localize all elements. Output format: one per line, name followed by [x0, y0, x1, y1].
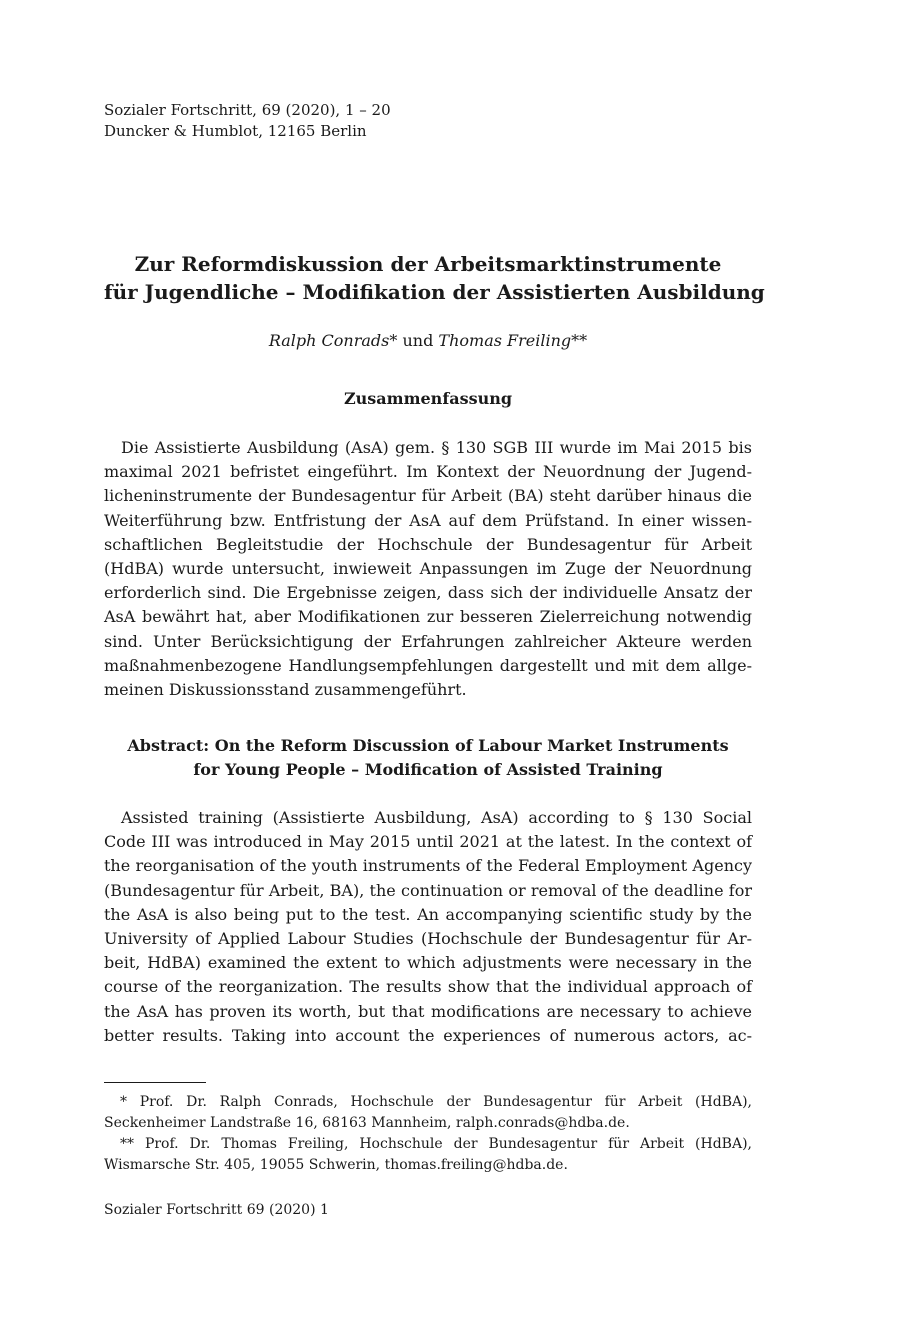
abstract-line: better results. Taking into account the experiences of numerous actors, ac-: [104, 1025, 752, 1045]
summary-line: meinen Diskussionsstand zusammengeführt.: [104, 680, 467, 700]
summary-line: maßnahmenbezogene Handlungsempfehlungen dargestellt und mit dem allge-: [104, 655, 752, 675]
abstract-heading: [104, 734, 752, 782]
author-connector: und: [402, 331, 439, 350]
abstract-heading-line-1: Abstract: On the Reform Discussion of Labour Market Instruments: [127, 736, 729, 755]
summary-line: Die Assistierte Ausbildung (AsA) gem. § 130 SGB III wurde im Mai 2015 bis: [121, 438, 752, 457]
publisher-line: Duncker & Humblot, 12165 Berlin: [104, 122, 367, 140]
paper-title: [104, 250, 765, 306]
summary-line: (HdBA) wurde untersucht, inwieweit Anpassungen im Zuge der Neuordnung: [104, 559, 752, 579]
abstract-line: the AsA has proven its worth, but that modifications are necessary to achieve: [104, 1001, 752, 1021]
summary-line: erforderlich sind. Die Ergebnisse zeigen, dass sich der individuelle Ansatz der: [104, 583, 752, 603]
journal-citation: Sozialer Fortschritt, 69 (2020), 1 – 20: [104, 101, 391, 119]
summary-line: Weiterführung bzw. Entfristung der AsA auf dem Prüfstand. In einer wissen-: [104, 510, 752, 530]
abstract-line: course of the reorganization. The results show that the individual approach of: [104, 977, 752, 997]
summary-heading: Zusammenfassung: [343, 389, 513, 408]
abstract-line: beit, HdBA) examined the extent to which adjustments were necessary in the: [104, 953, 752, 973]
abstract-line: Code III was introduced in May 2015 until 2021 at the latest. In the context of: [104, 832, 752, 852]
footnote-2-line-2: Wismarsche Str. 405, 19055 Schwerin, thomas.freiling@hdba.de.: [104, 1157, 568, 1173]
journal-header: [104, 100, 391, 142]
abstract-line: Assisted training (Assistierte Ausbildung, AsA) according to § 130 Social: [121, 808, 752, 827]
abstract-line: the reorganisation of the youth instruments of the Federal Employment Agency: [104, 856, 752, 876]
footnote-divider: [104, 1082, 206, 1083]
title-line-2: für Jugendliche – Modifikation der Assistierten Ausbildung: [104, 280, 765, 304]
summary-line: maximal 2021 befristet eingeführt. Im Kontext der Neuordnung der Jugend-: [104, 462, 752, 482]
summary-paragraph: [104, 436, 752, 702]
author-1: Ralph Conrads*: [268, 331, 398, 350]
abstract-line: (Bundesagentur für Arbeit, BA), the continuation or removal of the deadline for: [104, 880, 752, 900]
summary-line: AsA bewährt hat, aber Modifikationen zur besseren Zielerreichung notwendig: [104, 607, 752, 627]
footnote-1-line-2: Seckenheimer Landstraße 16, 68163 Mannheim, ralph.conrads@hdba.de.: [104, 1115, 630, 1131]
author-2: Thomas Freiling**: [438, 331, 588, 350]
author-line: [104, 330, 752, 352]
abstract-line: University of Applied Labour Studies (Hochschule der Bundesagentur für Ar-: [104, 929, 752, 949]
abstract-heading-line-2: for Young People – Modification of Assisted Training: [193, 760, 663, 779]
title-line-1: Zur Reformdiskussion der Arbeitsmarktinstrumente: [134, 252, 722, 276]
summary-line: sind. Unter Berücksichtigung der Erfahrungen zahlreicher Akteure werden: [104, 631, 752, 651]
footnote-2-line-1: ** Prof. Dr. Thomas Freiling, Hochschule der Bundesagentur für Arbeit (HdBA),: [120, 1136, 752, 1152]
page-footer: Sozialer Fortschritt 69 (2020) 1: [104, 1202, 329, 1218]
abstract-line: the AsA is also being put to the test. An accompanying scientific study by the: [104, 904, 752, 924]
summary-line: schaftlichen Begleitstudie der Hochschule der Bundesagentur für Arbeit: [104, 534, 752, 554]
abstract-paragraph: [104, 806, 752, 1048]
footnotes: [104, 1092, 752, 1176]
footnote-1-line-1: * Prof. Dr. Ralph Conrads, Hochschule der Bundesagentur für Arbeit (HdBA),: [120, 1094, 752, 1110]
summary-line: licheninstrumente der Bundesagentur für Arbeit (BA) steht darüber hinaus die: [104, 486, 752, 506]
